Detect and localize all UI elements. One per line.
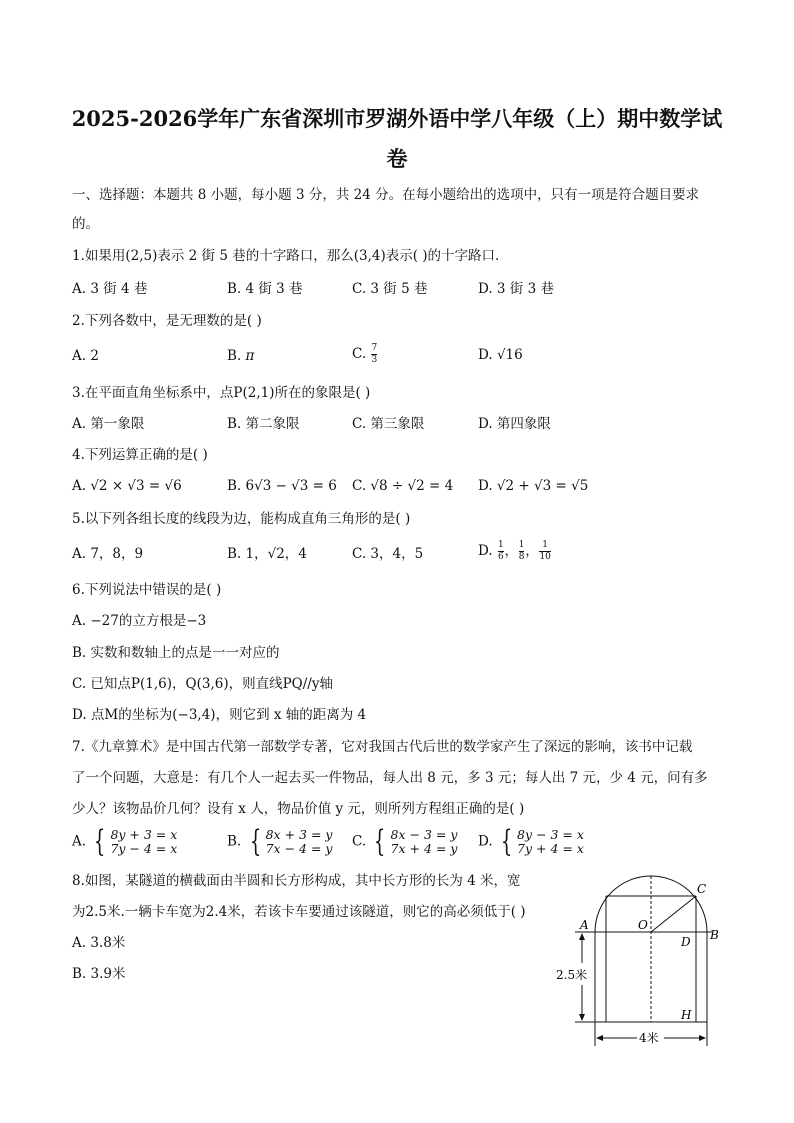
q7-stem-line2: 了一个问题，大意是：有几个人一起去买一件物品，每人出 8 元，多 3 元；每人出 7 元，少 4 元，问有多 bbox=[72, 770, 708, 786]
q4-stem: 4.下列运算正确的是( ) bbox=[72, 447, 208, 463]
fraction-numerator: 1 bbox=[497, 540, 504, 550]
label-a: A bbox=[580, 918, 589, 932]
brace-icon: { bbox=[94, 824, 106, 859]
q5-stem: 5.以下列各组长度的线段为边，能构成直角三角形的是( ) bbox=[72, 511, 411, 527]
exam-title-line2: 卷 bbox=[386, 146, 408, 171]
q8-option-b: B. 3.9米 bbox=[72, 966, 126, 982]
q7-option-a bbox=[72, 824, 178, 859]
label-d: D bbox=[681, 935, 691, 949]
arrow-down-icon bbox=[579, 1014, 585, 1021]
q7-stem-line1: 7.《九章算术》是中国古代第一部数学专著，它对我国古代后世的数学家产生了深远的影响，该书中记载 bbox=[72, 739, 693, 755]
equation-row-2: 7y + 4 = x bbox=[517, 841, 584, 856]
equation-system bbox=[370, 824, 458, 859]
q7-stem-line3: 少人？该物品价几何？设有 x 人，物品价值 y 元，则所列方程组正确的是( ) bbox=[72, 801, 525, 817]
q2-option-b-label: B. bbox=[227, 348, 242, 364]
brace-icon: { bbox=[500, 824, 513, 859]
exam-title-line1: 2025-2026学年广东省深圳市罗湖外语中学八年级（上）期中数学试 bbox=[71, 106, 723, 131]
label-h: H bbox=[681, 1008, 692, 1022]
q7-option-c bbox=[352, 824, 458, 859]
radius-oc bbox=[651, 896, 696, 932]
q2-option-c-label: C. bbox=[352, 346, 367, 362]
fraction-numerator: 1 bbox=[518, 540, 525, 550]
tunnel-cross-section-figure bbox=[550, 860, 730, 1055]
section1-heading-line2: 的。 bbox=[72, 216, 99, 232]
equation-system bbox=[246, 824, 333, 859]
q7-option-a-label: A. bbox=[72, 833, 87, 850]
section1-heading-line1: 一、选择题：本题共 8 小题，每小题 3 分，共 24 分。在每小题给出的选项中，只有一项是符合题目要求 bbox=[72, 187, 700, 203]
q2-option-c-fraction bbox=[371, 344, 377, 365]
equation-row-2: 7x − 4 = y bbox=[265, 841, 333, 856]
q8-stem-line1: 8.如图，某隧道的横截面由半圆和长方形构成，其中长方形的长为 4 米，宽 bbox=[72, 873, 521, 889]
q6-stem: 6.下列说法中错误的是( ) bbox=[72, 582, 222, 598]
q2-stem: 2.下列各数中，是无理数的是( ) bbox=[72, 313, 262, 329]
brace-icon: { bbox=[249, 824, 261, 859]
q6-option-c: C. 已知点P(1,6)，Q(3,6)，则直线PQ//y轴 bbox=[72, 676, 333, 692]
height-label: 2.5米 bbox=[556, 968, 588, 982]
q1-option-a: A. 3 街 4 巷 bbox=[72, 281, 148, 297]
q4-option-d: D. √2 + √3 = √5 bbox=[478, 478, 589, 494]
q5-option-d-fraction-2 bbox=[519, 541, 525, 562]
q2-option-d-label: D. bbox=[478, 347, 493, 363]
q3-option-c: C. 第三象限 bbox=[352, 416, 425, 432]
equation-system bbox=[497, 824, 584, 859]
q5-option-d-label: D. bbox=[478, 543, 493, 559]
q1-option-c: C. 3 街 5 巷 bbox=[352, 281, 428, 297]
fraction-denominator: 10 bbox=[539, 552, 551, 562]
q5-option-a: A. 7，8，9 bbox=[72, 546, 144, 562]
arrow-up-icon bbox=[579, 933, 585, 940]
q2-option-d-value: √16 bbox=[496, 347, 523, 363]
q5-option-b: B. 1，√2，4 bbox=[227, 546, 307, 562]
arrow-left-icon bbox=[596, 1035, 603, 1041]
q3-option-d: D. 第四象限 bbox=[478, 416, 551, 432]
q8-stem-line2: 为2.5米.一辆卡车宽为2.4米，若该卡车要通过该隧道，则它的高必须低于( ) bbox=[72, 904, 526, 920]
equation-row-1: 8x + 3 = y bbox=[265, 826, 333, 842]
q3-stem: 3.在平面直角坐标系中，点P(2,1)所在的象限是( ) bbox=[72, 385, 371, 401]
equation-row-2: 7x + 4 = y bbox=[390, 841, 458, 856]
q6-option-b: B. 实数和数轴上的点是一一对应的 bbox=[72, 645, 280, 661]
q7-option-c-label: C. bbox=[352, 833, 367, 850]
q2-option-d bbox=[478, 349, 523, 363]
q1-stem: 1.如果用(2,5)表示 2 街 5 巷的十字路口，那么(3,4)表示( )的十字路口. bbox=[72, 248, 500, 264]
width-label: 4米 bbox=[639, 1031, 659, 1045]
equation-row-2: 7y − 4 = x bbox=[110, 841, 178, 856]
label-b: B bbox=[710, 928, 719, 942]
q5-option-d: D. $\frac{1}{6}$ ， $\frac{1}{8}$ ， $\frac{1}{10}$ bbox=[478, 540, 551, 562]
arrow-right-icon bbox=[699, 1035, 706, 1041]
equation-row-1: 8y − 3 = x bbox=[517, 826, 584, 842]
q2-option-a: A. 2 bbox=[72, 348, 99, 364]
brace-icon: { bbox=[374, 824, 386, 859]
q2-option-b-value: π bbox=[245, 348, 255, 364]
fraction-denominator: 3 bbox=[371, 355, 378, 365]
equation-system bbox=[90, 824, 178, 859]
q8-option-a: A. 3.8米 bbox=[72, 935, 126, 951]
q6-option-a: A. −27的立方根是−3 bbox=[72, 613, 207, 629]
q4-option-a: A. √2 × √3 = √6 bbox=[72, 478, 182, 494]
q5-option-c: C. 3，4，5 bbox=[352, 546, 424, 562]
q2-option-b bbox=[227, 350, 254, 364]
q1-option-b: B. 4 街 3 巷 bbox=[227, 281, 303, 297]
q4-option-c: C. √8 ÷ √2 = 4 bbox=[352, 478, 454, 494]
q7-option-b bbox=[227, 824, 333, 859]
q7-option-b-label: B. bbox=[227, 833, 242, 850]
equation-row-1: 8x − 3 = y bbox=[390, 826, 458, 842]
q2-option-c bbox=[352, 344, 378, 365]
q5-option-d-fraction-3 bbox=[539, 541, 550, 562]
q4-option-b: B. 6√3 − √3 = 6 bbox=[227, 478, 337, 494]
fraction-numerator: 1 bbox=[542, 540, 549, 550]
fraction-denominator: 8 bbox=[518, 552, 525, 562]
q7-option-d bbox=[478, 824, 584, 859]
fraction-numerator: 7 bbox=[371, 343, 378, 353]
q3-option-a: A. 第一象限 bbox=[72, 416, 145, 432]
label-c: C bbox=[697, 882, 707, 896]
equation-row-1: 8y + 3 = x bbox=[110, 826, 178, 842]
q3-option-b: B. 第二象限 bbox=[227, 416, 300, 432]
label-o: O bbox=[638, 918, 648, 932]
q1-option-d: D. 3 街 3 巷 bbox=[478, 281, 554, 297]
fraction-denominator: 6 bbox=[497, 552, 504, 562]
q7-option-d-label: D. bbox=[478, 833, 493, 850]
q5-option-d-fraction-1 bbox=[498, 541, 504, 562]
q6-option-d: D. 点M的坐标为(−3,4)，则它到 x 轴的距离为 4 bbox=[72, 707, 367, 723]
